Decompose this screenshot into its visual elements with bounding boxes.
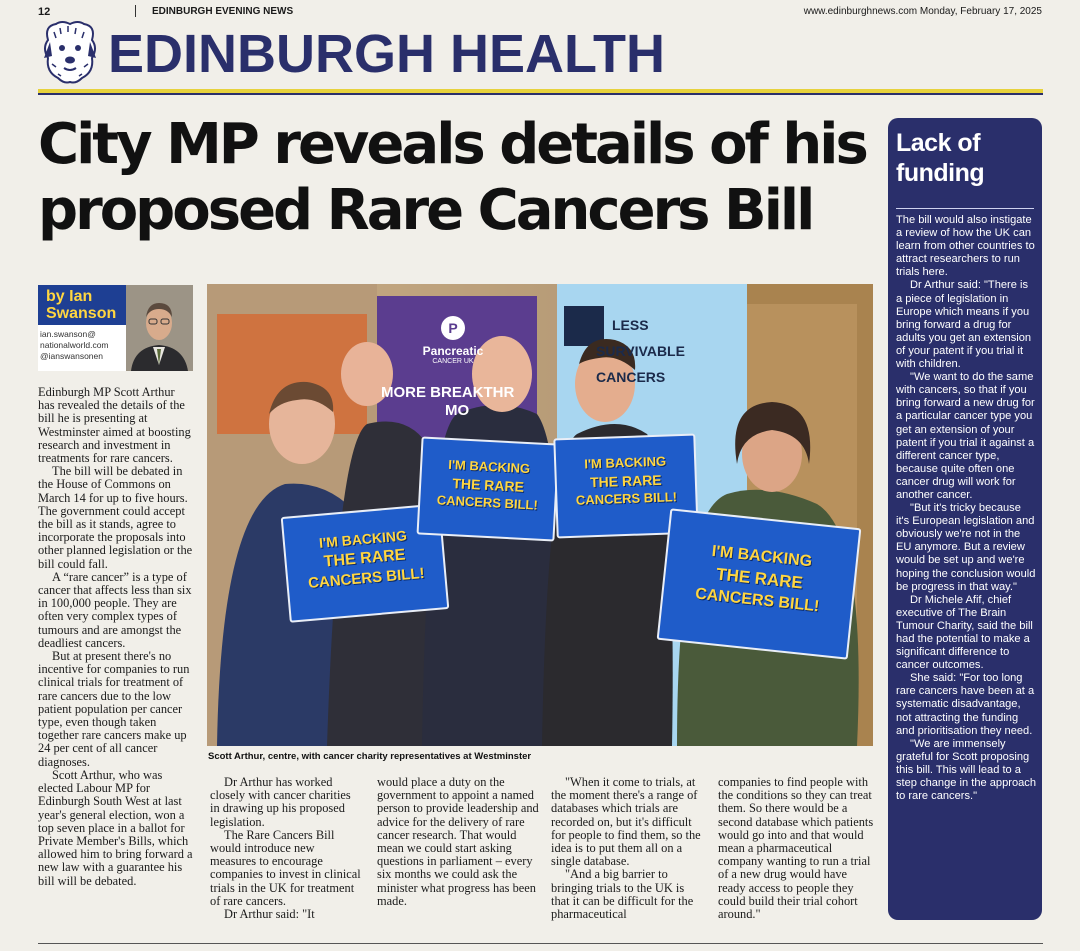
byline-email-line2[interactable]: nationalworld.com xyxy=(40,340,109,350)
sign-line1: I'M BACKING xyxy=(318,527,408,551)
sidebar-title-line1: Lack of xyxy=(896,129,981,157)
section-rule-navy xyxy=(38,93,1043,95)
byline-contact xyxy=(40,329,109,362)
paragraph: Edinburgh MP Scott Arthur has revealed the details of the bill he is presenting at Westminster aimed at boosting research and investment in treatments for rare cancers. xyxy=(38,385,191,466)
photo-caption: Scott Arthur, centre, with cancer charity representatives at Westminster xyxy=(208,751,532,762)
paragraph: A “rare cancer” is a type of cancer that affects less than six in 100,000 people. They are often very complex types of tumours and are amongst the deadliest cancers. xyxy=(38,569,192,650)
banner-left-text-2: MO xyxy=(445,402,470,419)
sidebar-paragraph: "We are immensely grateful for Scott proposing this bill. This will lead to a step change in the approach to rare cancers." xyxy=(896,737,1037,803)
sign-line2: THE RARE xyxy=(715,564,804,593)
sidebar-paragraph: She said: "For too long rare cancers have been at a systematic disadvantage, not attracting the funding and prioritisation they need. xyxy=(896,672,1035,737)
sign-line1: I'M BACKING xyxy=(447,456,531,477)
sign-line1: I'M BACKING xyxy=(584,453,667,472)
paragraph: But at present there's no incentive for companies to run clinical trials for treatment of rare cancers due to the low patient population per cancer type, even though taken together rare cancers make up 24 per cent of all cancer diagnoses. xyxy=(38,649,190,769)
paragraph: The bill will be debated in the House of Commons on March 14 for up to five hours. The government could accept the bill as it stands, agree to incorporate the proposals into other planned legislation or the bill could fall. xyxy=(38,464,193,571)
article-column-2 xyxy=(210,776,363,921)
paragraph: The Rare Cancers Bill would introduce new measures to encourage companies to invest in clinical trials in the UK for treatment of rare cancers. xyxy=(210,827,361,908)
sign-line2: THE RARE xyxy=(323,546,407,571)
article-photo xyxy=(207,284,873,746)
paragraph: "And a big barrier to bringing trials to the UK is that it can be difficult for the pharmaceutical xyxy=(551,867,694,922)
sidebar-paragraph: Dr Arthur said: "There is a piece of legislation in Europe which means if you bring forward a drug for adults you get an extension of your patent if you trial it with children. xyxy=(896,279,1032,371)
sign-line3: CANCERS BILL! xyxy=(307,564,426,592)
top-bar xyxy=(0,0,1080,20)
banner-left-text: MORE BREAKTHR xyxy=(381,384,515,401)
dog-logo-icon xyxy=(38,18,102,88)
paragraph: companies to find people with the conditions so they can treat them. So there would be a second database which patients would go into and that would mean a pharmaceutical company wanting to run a trial of a new drug would have ready access to people they could build their trial cohort around." xyxy=(718,775,874,922)
paragraph: Dr Arthur has worked closely with cancer charities in drawing up his proposed legislation. xyxy=(210,775,351,829)
byline-name-line2: Swanson xyxy=(46,305,117,322)
sign-line3: CANCERS BILL! xyxy=(436,492,539,513)
paragraph: "When it come to trials, at the moment there's a range of databases which trials are recorded on, but it's difficult for people to find them, so the idea is to put them all on a single database. xyxy=(551,775,701,869)
banner-right-text xyxy=(596,312,685,390)
byline xyxy=(38,285,193,371)
article-column-3 xyxy=(377,776,539,908)
sign-line2: THE RARE xyxy=(589,471,662,491)
sidebar-box xyxy=(888,118,1042,920)
banner-right-line3: CANCERS xyxy=(596,369,666,385)
author-photo xyxy=(126,285,193,371)
banner-right-line1: LESS xyxy=(612,317,649,333)
paragraph: Scott Arthur, who was elected Labour MP for Edinburgh South West at last year's general election, won a top seven place in a ballot for Private Member's Bills, which allowed him to bring forward a new law with a guarantee his bill will be debated. xyxy=(38,767,193,888)
publication-url-date: www.edinburghnews.com Monday, February 17, 2025 xyxy=(803,6,1042,17)
divider xyxy=(135,5,136,17)
article-column-1 xyxy=(38,386,193,888)
campaign-sign xyxy=(657,508,862,659)
sidebar-title-line2: funding xyxy=(896,159,985,187)
sign-line1: I'M BACKING xyxy=(710,542,813,571)
byline-handle[interactable]: @ianswansonen xyxy=(40,351,103,361)
sidebar-body xyxy=(896,214,1036,803)
sign-line3: CANCERS BILL! xyxy=(575,489,678,508)
byline-email-line1[interactable]: ian.swanson@ xyxy=(40,329,96,339)
paragraph: would place a duty on the government to appoint a named person to provide leadership and advice for the delivery of rare cancer research. That would mean we could start asking questions in parliament – every six months we could ask the minister what progress has been made. xyxy=(377,775,539,908)
publication-name: EDINBURGH EVENING NEWS xyxy=(152,6,294,17)
article-column-4 xyxy=(551,776,703,921)
banner-logo-text: Pancreatic xyxy=(422,344,484,358)
sidebar-paragraph: "But it's tricky because it's European legislation and obviously we're not in the EU anymore. But a review would be set up and we're hoping the conclusion would be progress in that way." xyxy=(896,502,1036,593)
svg-text:P: P xyxy=(448,320,458,336)
headline: City MP reveals details of his proposed Rare Cancers Bill xyxy=(38,112,866,243)
campaign-sign xyxy=(417,436,560,541)
sign-line2: THE RARE xyxy=(452,475,525,495)
sidebar-paragraph: "We want to do the same with cancers, so that if you bring forward a new drug for a particular cancer type you get an extension of your patent if you trial it against a different cancer type, because quite often one cancer drug will work for another cancer. xyxy=(896,371,1035,501)
banner-logo-subtext: CANCER UK xyxy=(432,358,474,365)
page-number: 12 xyxy=(38,6,51,18)
sign-line3: CANCERS BILL! xyxy=(694,585,821,616)
section-title: EDINBURGH HEALTH xyxy=(108,24,665,84)
paragraph: Dr Arthur said: "It xyxy=(224,907,315,922)
sidebar-title xyxy=(896,128,984,188)
banner-right-line2: SURVIVABLE xyxy=(596,343,685,359)
byline-name-line1: by Ian xyxy=(46,288,93,305)
bottom-rule xyxy=(38,943,1043,944)
sidebar-paragraph: The bill would also instigate a review of how the UK can learn from other countries to attract researchers to run trials here. xyxy=(896,214,1035,279)
sidebar-rule xyxy=(896,208,1034,209)
author-portrait-icon xyxy=(126,285,193,371)
sidebar-paragraph: Dr Michele Afif, chief executive of The Brain Tumour Charity, said the bill had the potential to make a significant difference to cancer outcomes. xyxy=(896,593,1033,672)
article-column-5 xyxy=(718,776,876,921)
